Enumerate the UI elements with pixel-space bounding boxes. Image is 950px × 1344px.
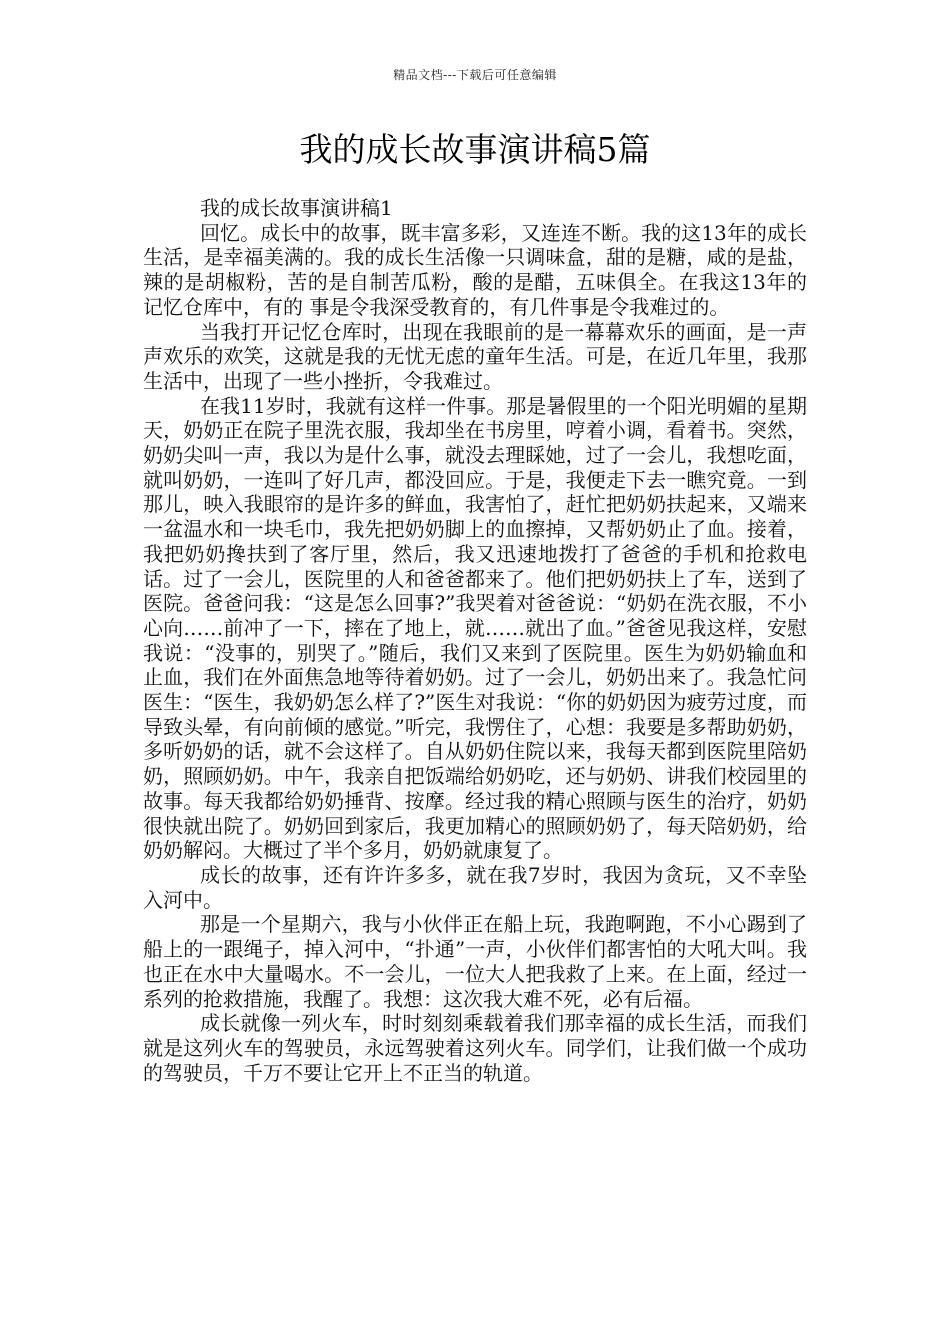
page-header: 精品文档---下载后可任意编辑 xyxy=(393,68,557,82)
paragraph-4: 成长的故事，还有许许多多，就在我7岁时，我因为贪玩，又不幸坠入河中。 xyxy=(143,862,807,912)
paragraph-6: 成长就像一列火车，时时刻刻乘载着我们那幸福的成长生活，而我们就是这列火车的驾驶员，永远驾驶着这列火车。同学们，让我们做一个成功的驾驶员，千万不要让它开上不正当的轨道。 xyxy=(143,1011,807,1085)
paragraph-5: 那是一个星期六，我与小伙伴正在船上玩，我跑啊跑，不小心踢到了船上的一跟绳子，掉入河中，“扑通”一声，小伙伴们都害怕的大吼大叫。我也正在水中大量喝水。不一会儿，一位大人把我救了上来。在上面，经过一系列的抢救措施，我醒了。我想：这次我大难不死，必有后福。 xyxy=(143,912,807,1011)
paragraph-2: 当我打开记忆仓库时，出现在我眼前的是一幕幕欢乐的画面，是一声声欢乐的欢笑，这就是我的无忧无虑的童年生活。可是，在近几年里，我那生活中，出现了一些小挫折，令我难过。 xyxy=(143,319,807,393)
section-subtitle: 我的成长故事演讲稿1 xyxy=(200,196,393,220)
paragraph-1: 回忆。成长中的故事，既丰富多彩，又连连不断。我的这13年的成长生活，是幸福美满的。我的成长生活像一只调味盒，甜的是糖，咸的是盐，辣的是胡椒粉，苦的是自制苦瓜粉，酸的是醋，五味俱全。在我这13年的记忆仓库中，有的 事是令我深受教育的，有几件事是令我难过的。 xyxy=(143,220,807,319)
document-body xyxy=(143,196,807,1085)
paragraph-3: 在我11岁时，我就有这样一件事。那是暑假里的一个阳光明媚的星期天，奶奶正在院子里洗衣服，我却坐在书房里，哼着小调，看着书。突然，奶奶尖叫一声，我以为是什么事，就没去理睬她，过了一会儿，我想吃面，就叫奶奶，一连叫了好几声，都没回应。于是，我便走下去一瞧究竟。一到那儿，映入我眼帘的是许多的鲜血，我害怕了，赶忙把奶奶扶起来，又端来一盆温水和一块毛巾，我先把奶奶脚上的血擦掉，又帮奶奶止了血。接着，我把奶奶搀扶到了客厅里，然后，我又迅速地拨打了爸爸的手机和抢救电话。过了一会儿，医院里的人和爸爸都来了。他们把奶奶扶上了车，送到了医院。爸爸问我：“这是怎么回事?”我哭着对爸爸说：“奶奶在洗衣服，不小心向……前冲了一下，摔在了地上，就……就出了血。”爸爸见我这样，安慰我说：“没事的，别哭了。”随后，我们又来到了医院里。医生为奶奶输血和止血，我们在外面焦急地等待着奶奶。过了一会儿，奶奶出来了。我急忙问医生：“医生，我奶奶怎么样了?”医生对我说：“你的奶奶因为疲劳过度，而导致头晕，有向前倾的感觉。”听完，我愣住了，心想：我要是多帮助奶奶，多听奶奶的话，就不会这样了。自从奶奶住院以来，我每天都到医院里陪奶奶，照顾奶奶。中午，我亲自把饭端给奶奶吃，还与奶奶、讲我们校园里的故事。每天我都给奶奶捶背、按摩。经过我的精心照顾与医生的治疗，奶奶很快就出院了。奶奶回到家后，我更加精心的照顾奶奶了，每天陪奶奶，给奶奶解闷。大概过了半个多月，奶奶就康复了。 xyxy=(143,393,807,863)
document-title: 我的成长故事演讲稿5篇 xyxy=(299,130,651,169)
